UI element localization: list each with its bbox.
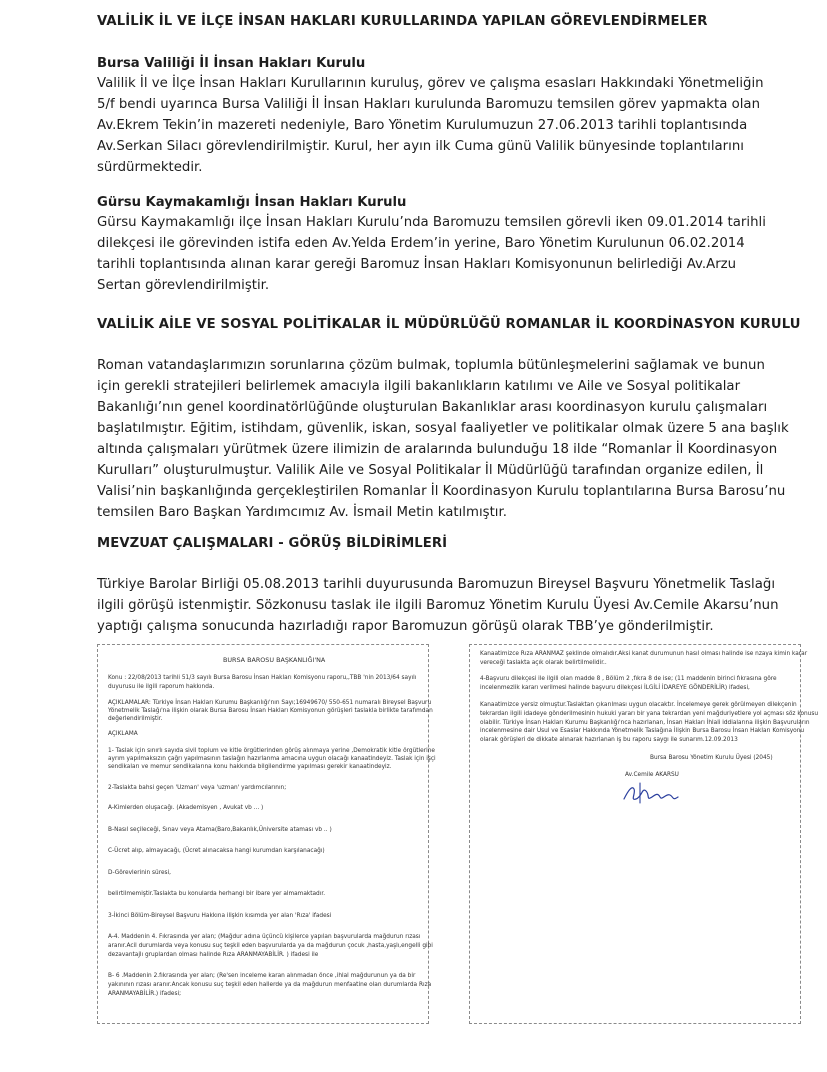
report-line: AÇIKLAMALAR: Türkiye İnsan Hakları Kurumu Başkanlığı'nın Sayı;16949670/ 550-651 numaralı Bireysel Başvuru: [108, 700, 432, 706]
report-line: duyurusu ile ilgili raporum hakkında.: [108, 684, 215, 690]
paragraph-line: tarihli toplantısında alınan karar gereği Baromuz İnsan Hakları Komisyonunun belirlediği Av.Arzu: [97, 257, 737, 272]
section3-title: MEVZUAT ÇALIŞMALARI - GÖRÜŞ BİLDİRİMLERİ: [97, 536, 448, 551]
report-line: Yönetmelik Taslağı'na ilişkin olarak Bursa Barosu İnsan Hakları Komisyonun görüşleri taslakla birlikte tarafımdan: [108, 708, 433, 714]
paragraph-line: Roman vatandaşlarımızın sorunlarına çözüm bulmak, toplumla bütünleşmelerini sağlamak ve bunun: [97, 358, 765, 373]
report-signatory-name: Av.Cemile AKARSU: [625, 772, 679, 778]
paragraph-line: Kurulları” oluşturulmuştur. Valilik Aile ve Sosyal Politikalar İl Müdürlüğü tarafından organize edilen, İl: [97, 463, 764, 478]
scanned-report-page-1: [97, 644, 436, 1024]
report-line: A-4. Maddenin 4. Fıkrasında yer alan; (Mağdur adına üçüncü kişilerce yapılan başvurularda mağdurun rızası: [108, 934, 421, 940]
report-line: incelenmesine dair Usul ve Esaslar Hakkında Yönetmelik Taslağına İlişkin Bursa Barosu İnsan Hakları Komisyonu: [480, 728, 805, 734]
paragraph-line: temsilen Baro Başkan Yardımcımız Av. İsmail Metin katılmıştır.: [97, 505, 507, 520]
section2-title: VALİLİK AİLE VE SOSYAL POLİTİKALAR İL MÜDÜRLÜĞÜ ROMANLAR İL KOORDİNASYON KURULU: [97, 317, 801, 332]
paragraph-line: Bakanlığı’nın genel koordinatörlüğünde oluşturulan Bakanlıklar arası koordinasyon kurulu çalışmaları: [97, 400, 768, 415]
gursu-subtitle: Gürsu Kaymakamlığı İnsan Hakları Kurulu: [97, 195, 407, 210]
paragraph-line: için gerekli stratejileri belirlemek amacıyla ilgili bakanlıkların katılımı ve Aile ve Sosyal politikalar: [97, 379, 741, 394]
paragraph-line: 5/f bendi uyarınca Bursa Valiliği İl İnsan Hakları kurulunda Baromuzu temsilen görev yapmakta olan: [97, 97, 760, 112]
romanlar-paragraph: [97, 355, 789, 523]
paragraph-line: Av.Serkan Silacı görevlendirilmiştir. Kurul, her ayın ilk Cuma günü Valilik bünyesinde toplantılarını: [97, 139, 744, 154]
handwritten-signature-icon: [620, 779, 690, 809]
report-line: aranır.Acil durumlarda veya konusu suç teşkil eden başvurularda ya da mağdurun çocuk ,hasta,yaşlı,engelli gibi: [108, 943, 433, 949]
paragraph-line: dilekçesi ile görevinden istifa eden Av.Yelda Erdem’in yerine, Baro Yönetim Kurulunun 06.02.2014: [97, 236, 745, 251]
report-line: tekrardan ilgili idadeye gönderilmesinin hukuki yararı bir yana tekrardan yeni mağduriyetlere yol açması söz konusu: [480, 711, 819, 717]
report-line: D-Görevlerinin süresi,: [108, 870, 172, 876]
report-line: olabilir. Türkiye İnsan Hakları Kurumu Başkanlığı'nca hazırlanan, İnsan Hakları İhlali iddialarına ilişkin Başvuruların: [480, 720, 810, 726]
report-line: AÇIKLAMA: [108, 731, 138, 737]
report-line: ARANMAYABİLİR.) ifadesi;: [108, 991, 182, 997]
paragraph-line: Av.Ekrem Tekin’in mazereti nedeniyle, Baro Yönetim Kurulumuzun 27.06.2013 tarihli toplantısında: [97, 118, 748, 133]
report-line: B-Nasıl seçileceği, Sınav veya Atama(Baro,Bakanlık,Üniversite ataması vb .. ): [108, 827, 332, 833]
paragraph-line: Valilik İl ve İlçe İnsan Hakları Kurullarının kuruluş, görev ve çalışma esasları Hakkındaki Yönetmeliğin: [97, 76, 764, 91]
report-line: 1- Taslak için sınırlı sayıda sivil toplum ve kitle örgütlerinden görüş alınmaya yerine ,Demokratik kitle örgütlerine: [108, 748, 435, 754]
report-line: incelenmezlik kararı verilmesi halinde başvuru dilekçesi İLGİLİ İDAREYE GÖNDERİLİR) ifadesi,: [480, 685, 750, 691]
gursu-paragraph: [97, 212, 766, 296]
paragraph-line: Valisi’nin başkanlığında gerçekleştirilen Romanlar İl Koordinasyon Kurulu toplantılarına Bursa Barosu’nu: [97, 484, 786, 499]
report-line: C-Ücret alıp, almayacağı, (Ücret alınacaksa hangi kurumdan karşılanacağı): [108, 848, 325, 854]
paragraph-line: Sertan görevlendirilmiştir.: [97, 278, 270, 293]
report-line: Konu : 22/08/2013 tarihli 51/3 sayılı Bursa Barosu İnsan Hakları Komisyonu raporu,,TBB 'nin 2013/64 sayılı: [108, 675, 417, 681]
paragraph-line: Gürsu Kaymakamlığı ilçe İnsan Hakları Kurulu’nda Baromuzu temsilen görevli iken 09.01.2014 tarihli: [97, 215, 766, 230]
report-line: 3-İkinci Bölüm-Bireysel Başvuru Hakkına ilişkin kısımda yer alan 'Rıza' ifadesi: [108, 913, 332, 919]
report-line: yakınının rızası aranır.Ancak konusu suç teşkil eden hallerde ya da mağdurun menfaatine olan durumlarda Rıza: [108, 982, 432, 988]
report-line: Kanaatimizce yersiz olmuştur.Taslaktan çıkarılması uygun olacaktır. İncelemeye gerek görülmeyen dilekçenin: [480, 702, 797, 708]
paragraph-line: Türkiye Barolar Birliği 05.08.2013 tarihli duyurusunda Baromuzun Bireysel Başvuru Yönetmelik Taslağı: [97, 577, 776, 592]
report-line: 2-Taslakta bahsi geçen 'Uzman' veya 'uzman' yardımcılarının;: [108, 785, 287, 791]
mevzuat-paragraph: [97, 574, 779, 637]
bursa-valiligi-subtitle: Bursa Valiliği İl İnsan Hakları Kurulu: [97, 56, 366, 71]
report-line: dezavantajlı gruplardan olması halinde Rıza ARANMAYABİLİR. ) ifadesi ile: [108, 952, 319, 958]
report-line: A-Kimlerden oluşacağı. (Akademisyen , Avukat vb ... ): [108, 805, 264, 811]
report-heading: BURSA BAROSU BAŞKANLIĞI'NA: [223, 656, 326, 664]
report-signatory-title: Bursa Barosu Yönetim Kurulu Üyesi (2045): [650, 755, 773, 761]
paragraph-line: sürdürmektedir.: [97, 160, 203, 175]
paragraph-line: başlatılmıştır. Eğitim, istihdam, güvenlik, iskan, sosyal faaliyetler ve politikalar olmak üzere 5 ana başlık: [97, 421, 789, 436]
report-line: sendikaları ve memur sendikalarına konu hakkında bilgilendirme yapılması gerekir kanaatindeyiz.: [108, 764, 392, 770]
report-line: vereceği taslakta açık olarak belirtilmelidir..: [480, 660, 607, 666]
report-line: ayrım yapılmaksızın çağrı yapılmasının taslağın hazırlanma amacına uygun olacağı kanaatindeyiz. Taslak için işçi: [108, 756, 436, 762]
paragraph-line: altında çalışmaları yürütmek üzere ilimizin de aralarında bulunduğu 18 ilde “Romanlar İl Koordinasyon: [97, 442, 778, 457]
scanned-report-page-2: [469, 644, 819, 1024]
section1-title: VALİLİK İL VE İLÇE İNSAN HAKLARI KURULLARINDA YAPILAN GÖREVLENDİRMELER: [97, 14, 708, 29]
report-line: değerlendirilmiştir.: [108, 716, 163, 722]
paragraph-line: ilgili görüşü istenmiştir. Sözkonusu taslak ile ilgili Baromuz Yönetim Kurulu Üyesi Av.Cemile Akarsu’nun: [97, 598, 779, 613]
paragraph-line: yaptığı çalışma sonucunda hazırladığı rapor Baromuzun görüşü olarak TBB’ye gönderilmiştir.: [97, 619, 714, 634]
bursa-valiligi-paragraph: [97, 73, 764, 178]
report-line: belirtilmemiştir.Taslakta bu konularda herhangi bir ibare yer almamaktadır.: [108, 891, 326, 897]
report-line: 4-Başvuru dilekçesi ile ilgili olan madde 8 , Bölüm 2 ,fıkra 8 de ise; (11 maddenin birinci fıkrasına göre: [480, 676, 777, 682]
report-line: Kanaatimizce Rıza ARANMAZ şeklinde olmalıdır.Aksi kanat durumunun hasıl olması halinde ise nzaya kimin karar: [480, 651, 808, 657]
report-line: B- 6 .Maddenin 2.fıkrasında yer alan; (Re'sen inceleme karan alınmadan önce ,ihlal mağdurunun ya da bir: [108, 973, 416, 979]
report-line: olarak görüşleri de dikkate alınarak hazırlanan iş bu raporu saygı ile sunarım.12.09.2013: [480, 737, 738, 743]
